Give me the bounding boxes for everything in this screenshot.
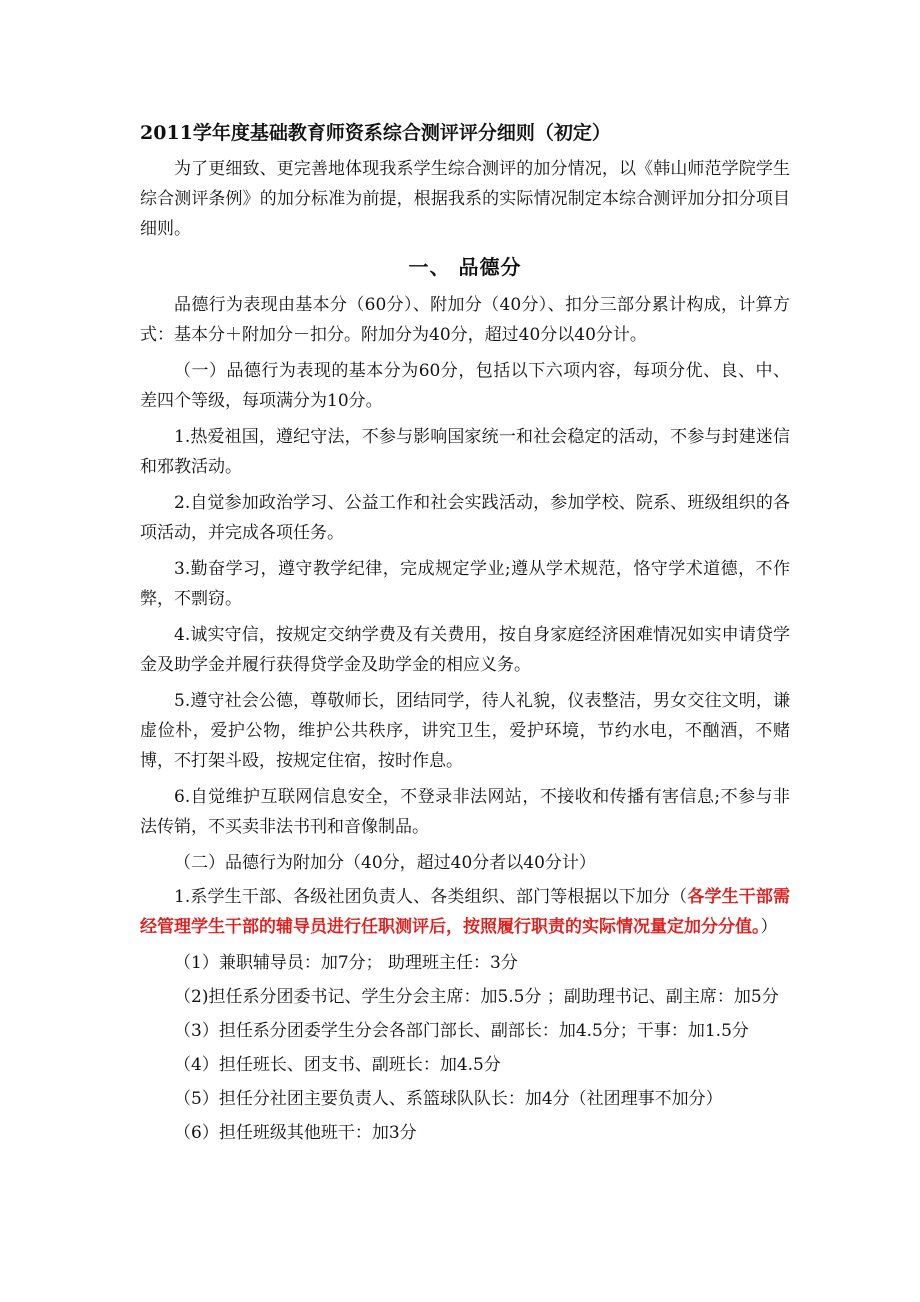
bonus-sub-item-6: （6）担任班级其他班干：加3分 xyxy=(174,1123,417,1143)
document-title: 2011学年度基础教育师资系综合测评评分细则（初定） xyxy=(140,122,611,144)
bonus-sub-item-2: （2)担任系分团委书记、学生分会主席：加5.5分 ；副助理书记、副主席：加5分 xyxy=(174,987,779,1007)
bonus-score-heading: （二）品德行为附加分（40分，超过40分者以40分计） xyxy=(174,853,596,873)
document-body xyxy=(140,118,790,1152)
basic-item-4: 4.诚实守信，按规定交纳学费及有关费用，按自身家庭经济困难情况如实申请贷学金及助学金并履行获得贷学金及助学金的相应义务。 xyxy=(140,625,790,675)
basic-item-6: 6.自觉维护互联网信息安全，不登录非法网站，不接收和传播有害信息;不参与非法传销，不买卖非法书刊和音像制品。 xyxy=(140,787,790,837)
moral-score-composition: 品德行为表现由基本分（60分）、附加分（40分）、扣分三部分累计构成，计算方式：基本分＋附加分－扣分。附加分为40分，超过40分以40分计。 xyxy=(140,295,790,345)
cadre-bonus-lead: 1.系学生干部、各级社团负责人、各类组织、部门等根据以下加分（ xyxy=(174,887,688,907)
intro-paragraph: 为了更细致、更完善地体现我系学生综合测评的加分情况，以《韩山师范学院学生综合测评条例》的加分标准为前提，根据我系的实际情况制定本综合测评加分扣分项目细则。 xyxy=(140,159,790,239)
basic-item-3: 3.勤奋学习，遵守教学纪律，完成规定学业;遵从学术规范，恪守学术道德，不作弊，不剽窃。 xyxy=(140,559,790,609)
bonus-sub-item-3: （3）担任系分团委学生分会各部门部长、副部长：加4.5分；干事：加1.5分 xyxy=(174,1021,749,1041)
basic-score-description: （一）品德行为表现的基本分为60分，包括以下六项内容，每项分优、良、中、差四个等级，每项满分为10分。 xyxy=(140,361,790,411)
basic-item-1: 1.热爱祖国，遵纪守法，不参与影响国家统一和社会稳定的活动，不参与封建迷信和邪教活动。 xyxy=(140,427,790,477)
cadre-bonus-paragraph xyxy=(140,882,790,942)
basic-item-5: 5.遵守社会公德，尊敬师长，团结同学，待人礼貌，仪表整洁，男女交往文明，谦虚俭朴，爱护公物，维护公共秩序，讲究卫生，爱护环境，节约水电，不酗酒，不赌博，不打架斗殴，按规定住宿，按时作息。 xyxy=(140,691,790,771)
cadre-bonus-tail: ） xyxy=(760,917,778,937)
basic-item-2: 2.自觉参加政治学习、公益工作和社会实践活动，参加学校、院系、班级组织的各项活动，并完成各项任务。 xyxy=(140,493,790,543)
bonus-sub-item-1: （1）兼职辅导员：加7分； 助理班主任：3分 xyxy=(174,953,518,973)
section-heading-moral-score: 一、 品德分 xyxy=(408,255,522,279)
bonus-sub-item-5: （5）担任分社团主要负责人、系篮球队队长：加4分（社团理事不加分） xyxy=(174,1089,723,1109)
cadre-bonus-note: 各学生干部需经管理学生干部的辅导员进行任职测评后，按照履行职责的实际情况量定加分分值。 xyxy=(140,887,791,937)
bonus-sub-item-4: （4）担任班长、团支书、副班长：加4.5分 xyxy=(174,1055,501,1075)
